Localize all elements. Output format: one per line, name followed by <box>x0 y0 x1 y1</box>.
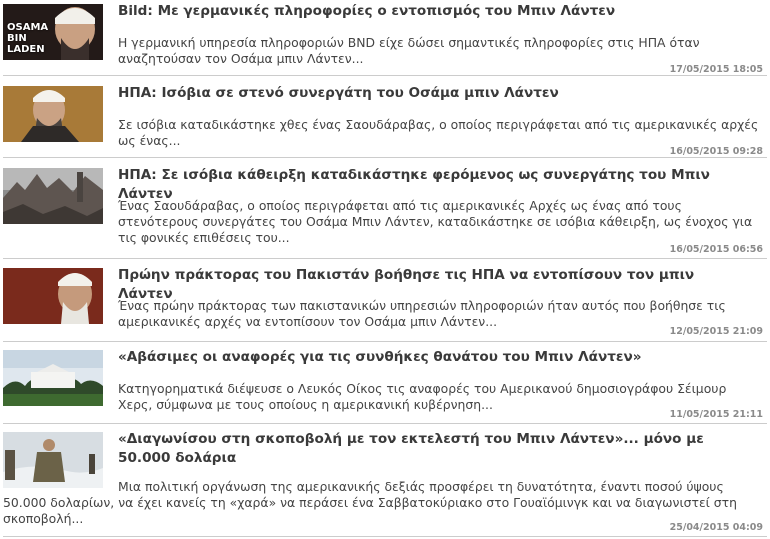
rubble-image <box>3 168 103 224</box>
article-summary: Ένας πρώην πράκτορας των πακιστανικών υπηρεσιών πληροφοριών ήταν αυτός που βοήθησε τις αμερικανικές αρχές να εντοπίσουν τον Οσάμα μπιν Λάντεν... <box>118 298 726 329</box>
article-title[interactable]: «Διαγωνίσου στη σκοποβολή με τον εκτελεστή του Μπιν Λάντεν»... μόνο με 50.000 δολάρια <box>118 431 704 466</box>
news-item <box>3 4 767 76</box>
news-item <box>3 168 767 259</box>
article-title[interactable]: Πρώην πράκτορας του Πακιστάν βοήθησε τις ΗΠΑ να εντοπίσουν τον μπιν Λάντεν <box>118 267 695 302</box>
article-summary: Μια πολιτική οργάνωση της αμερικανικής δεξιάς προσφέρει τη δυνατότητα, έναντι ποσού ύψους 50.000 δολαρίων, να έχει κανείς τη «χαρά» να περάσει ένα Σαββατοκύριακο στο Γουαϊόμινγκ και να διαγωνιστεί στη σκοποβολή... <box>3 479 737 526</box>
article-thumbnail[interactable] <box>3 350 103 406</box>
news-item <box>3 350 767 424</box>
article-thumbnail[interactable] <box>3 268 103 324</box>
article-date: 12/05/2015 21:09 <box>669 326 763 337</box>
article-title[interactable]: Bild: Με γερμανικές πληροφορίες ο εντοπισμός του Μπιν Λάντεν <box>118 3 616 19</box>
article-summary: Σε ισόβια καταδικάστηκε χθες ένας Σαουδάραβας, ο οποίος περιγράφεται από τις αμερικανικές αρχές ως ένας... <box>118 117 759 148</box>
article-thumbnail[interactable] <box>3 4 103 60</box>
article-summary: Ένας Σαουδάραβας, ο οποίος περιγράφεται από τις αμερικανικές Αρχές ως ένας από τους στενότερους συνεργάτες του Οσάμα Μπιν Λάντεν, καταδικάστηκε σε ισόβια κάθειρξη, ως ένοχος για τις φονικές επιθέσεις του... <box>118 198 753 245</box>
article-date: 16/05/2015 09:28 <box>669 146 763 157</box>
news-item <box>3 432 767 537</box>
article-summary: Κατηγορηματικά διέψευσε ο Λευκός Οίκος τις αναφορές του Αμερικανού δημοσιογράφου Σέιμουρ Χερς, σύμφωνα με τους οποίους η αμερικανική κυβέρνηση... <box>118 381 727 412</box>
article-date: 11/05/2015 21:11 <box>669 409 763 420</box>
news-item <box>3 86 767 158</box>
article-title[interactable]: «Αβάσιμες οι αναφορές για τις συνθήκες θανάτου του Μπιν Λάντεν» <box>118 349 642 365</box>
news-item <box>3 268 767 342</box>
portrait-image <box>3 86 103 142</box>
thumbnail-caption: OSAMA BIN LADEN <box>7 22 49 55</box>
article-date: 17/05/2015 18:05 <box>669 64 763 75</box>
portrait-image <box>3 268 103 324</box>
article-summary: Η γερμανική υπηρεσία πληροφοριών BND είχε δώσει σημαντικές πληροφορίες στις ΗΠΑ όταν αναζητούσαν τον Οσάμα μπιν Λάντεν... <box>118 35 700 66</box>
white-house-image <box>3 350 103 406</box>
article-title[interactable]: ΗΠΑ: Σε ισόβια κάθειρξη καταδικάστηκε φερόμενος ως συνεργάτης του Μπιν Λάντεν <box>118 167 710 202</box>
article-thumbnail[interactable] <box>3 168 103 224</box>
article-thumbnail[interactable] <box>3 86 103 142</box>
article-title[interactable]: ΗΠΑ: Ισόβια σε στενό συνεργάτη του Οσάμα μπιν Λάντεν <box>118 85 559 101</box>
article-date: 16/05/2015 06:56 <box>669 244 763 255</box>
article-date: 25/04/2015 04:09 <box>669 522 763 533</box>
